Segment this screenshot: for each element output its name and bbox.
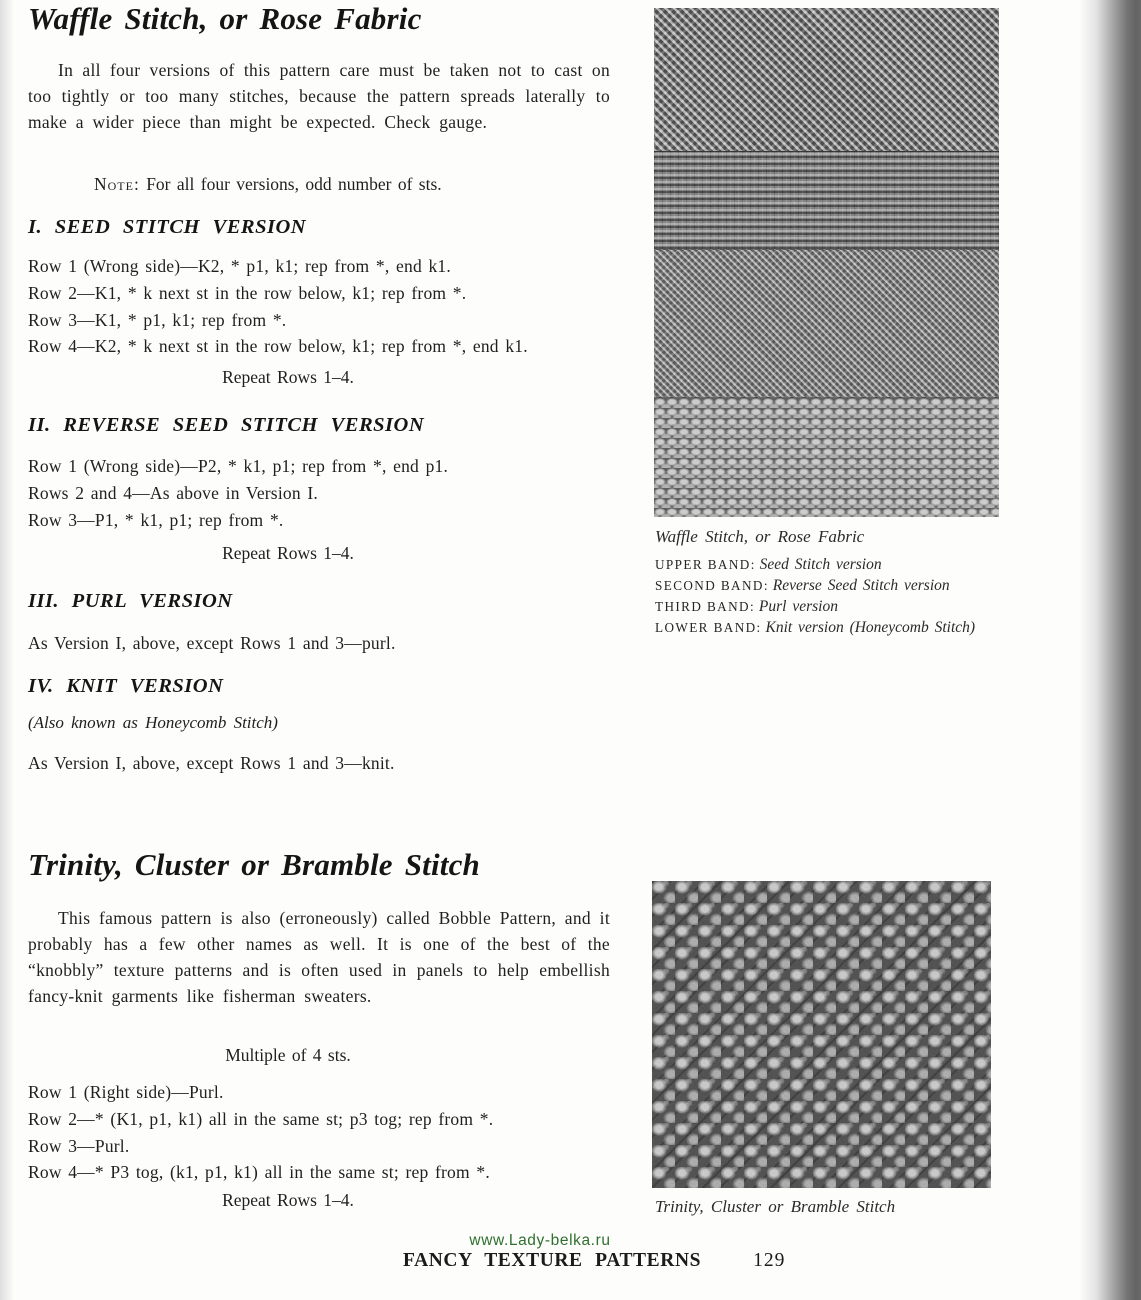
- multiple-instruction: Multiple of 4 sts.: [225, 1045, 351, 1065]
- note-label: Note:: [94, 174, 140, 194]
- knit-version-body: As Version I, above, except Rows 1 and 3—knit.: [28, 753, 395, 773]
- seed-stitch-rows: [28, 253, 610, 360]
- band-label: LOWER BAND:: [655, 620, 762, 635]
- pattern-row: Row 1 (Wrong side)—K2, * p1, k1; rep from *, end k1.: [28, 256, 451, 276]
- purl-version-band: [654, 249, 999, 397]
- pattern-row: Row 3—Purl.: [28, 1135, 130, 1156]
- seed-stitch-band: [654, 8, 999, 151]
- pattern-row: Row 3—K1, * p1, k1; rep from *.: [28, 309, 287, 330]
- repeat-instruction: Repeat Rows 1–4.: [222, 367, 354, 387]
- pattern-row: Row 1 (Right side)—Purl.: [28, 1082, 224, 1102]
- pattern-row: Row 3—P1, * k1, p1; rep from *.: [28, 509, 284, 530]
- page-number: 129: [753, 1250, 786, 1271]
- figure-caption-band-line: [655, 554, 1027, 575]
- section-title-waffle: Waffle Stitch, or Rose Fabric: [28, 1, 422, 36]
- heading-knit-version: IV. KNIT VERSION: [28, 675, 224, 697]
- trinity-intro-paragraph: This famous pattern is also (erroneously) called Bobble Pattern, and it probably has a few other names as well. It is one of the best of the “knobbly” texture patterns and is often used in panels to help embellish fancy-knit garments like fisherman sweaters.: [28, 908, 610, 1006]
- repeat-instruction: Repeat Rows 1–4.: [222, 543, 354, 563]
- watermark-url: www.Lady-belka.ru: [469, 1232, 611, 1249]
- heading-reverse-seed-stitch-version: II. REVERSE SEED STITCH VERSION: [28, 414, 425, 436]
- waffle-sample-photo: [654, 8, 999, 517]
- repeat-instruction: Repeat Rows 1–4.: [222, 1190, 354, 1210]
- purl-version-body: As Version I, above, except Rows 1 and 3—purl.: [28, 633, 396, 653]
- pattern-row: Row 1 (Wrong side)—P2, * k1, p1; rep from *, end p1.: [28, 456, 449, 476]
- band-value: Knit version (Honeycomb Stitch): [765, 619, 976, 636]
- waffle-note-line: [94, 171, 676, 197]
- trinity-figure-caption: Trinity, Cluster or Bramble Stitch: [655, 1197, 896, 1216]
- band-label: SECOND BAND:: [655, 578, 769, 593]
- trinity-stitch-texture: [652, 881, 991, 1188]
- figure-caption-band-line: [655, 596, 1027, 617]
- pattern-row: Row 4—* P3 tog, (k1, p1, k1) all in the same st; rep from *.: [28, 1162, 490, 1183]
- pattern-row: Row 2—K1, * k next st in the row below, k1; rep from *.: [28, 282, 467, 303]
- band-value: Purl version: [758, 598, 838, 615]
- book-binding-shadow: [1079, 0, 1141, 1300]
- pattern-row: Rows 2 and 4—As above in Version I.: [28, 482, 318, 503]
- heading-purl-version: III. PURL VERSION: [28, 590, 233, 612]
- scan-left-edge-strip: [0, 0, 14, 1300]
- figure-caption-band-line: [655, 617, 1027, 638]
- band-label: THIRD BAND:: [655, 599, 756, 614]
- heading-seed-stitch-version: I. SEED STITCH VERSION: [28, 216, 307, 238]
- knit-version-subtitle: (Also known as Honeycomb Stitch): [28, 713, 278, 732]
- waffle-figure-caption: [655, 527, 1005, 638]
- note-text: For all four versions, odd number of sts.: [146, 174, 442, 194]
- waffle-intro-paragraph: In all four versions of this pattern care must be taken not to cast on too tightly or too many stitches, because the pattern spreads laterally to make a wider piece than might be expected. Check gauge.: [28, 60, 610, 132]
- section-title-trinity: Trinity, Cluster or Bramble Stitch: [28, 847, 480, 882]
- trinity-sample-photo: [652, 881, 991, 1188]
- pattern-row: Row 4—K2, * k next st in the row below, k1; rep from *, end k1.: [28, 336, 528, 357]
- reverse-seed-stitch-band: [654, 151, 999, 249]
- band-label: UPPER BAND:: [655, 557, 756, 572]
- band-value: Reverse Seed Stitch version: [772, 577, 950, 594]
- band-value: Seed Stitch version: [759, 556, 882, 573]
- running-head-title: FANCY TEXTURE PATTERNS: [403, 1250, 702, 1271]
- figure-caption-title: Waffle Stitch, or Rose Fabric: [655, 527, 865, 546]
- trinity-rows: [28, 1079, 610, 1186]
- running-footer: [403, 1250, 785, 1272]
- reverse-seed-stitch-rows: [28, 453, 610, 533]
- knit-honeycomb-band: [654, 397, 999, 517]
- figure-caption-band-line: [655, 575, 1027, 596]
- pattern-row: Row 2—* (K1, p1, k1) all in the same st; p3 tog; rep from *.: [28, 1108, 494, 1129]
